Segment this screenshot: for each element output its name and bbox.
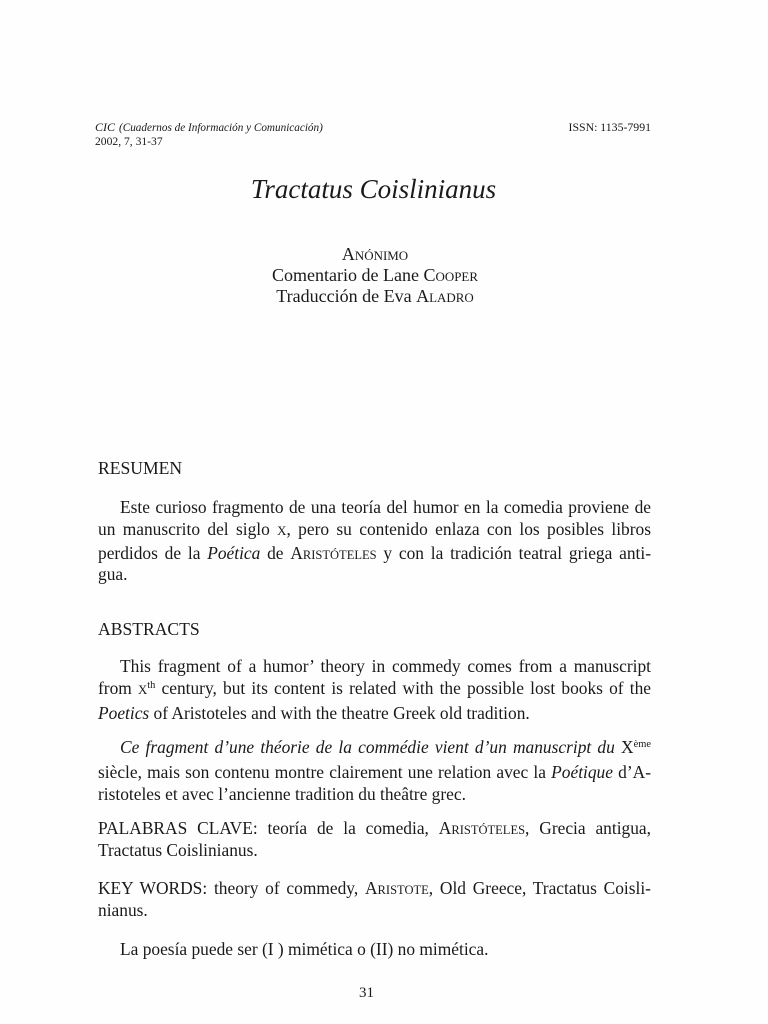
journal-name: (Cuadernos de Información y Comunicación) — [119, 122, 323, 134]
resumen-line — [98, 497, 651, 519]
text-run: nianus. — [98, 899, 148, 920]
article-title: Tractatus Coislinianus — [250, 174, 497, 204]
translation-line — [0, 286, 750, 307]
text-run: La poesía puede ser (I ) mimética o (II) no mimética. — [120, 939, 489, 959]
abstracts-heading: ABSTRACTS — [98, 619, 200, 639]
small-caps-name: ARISTOTE — [364, 878, 429, 898]
translation-prefix: Traducción de Eva — [276, 286, 417, 306]
text-run: teoría de la comedia, — [257, 818, 439, 838]
keywords-label: PALABRAS CLAVE: — [98, 818, 258, 838]
byline — [0, 244, 750, 307]
text-run: Este curioso fragmento de una teoría del humor en la comedia proviene de — [120, 497, 651, 517]
text-run: Ce fragment d’une théorie de la commédie vient d’un manuscript du — [120, 737, 622, 757]
body-line — [98, 939, 651, 961]
abstract-french-paragraph — [98, 737, 651, 805]
text-run: ristoteles et avec l’ancienne tradition du theâtre grec. — [98, 783, 466, 804]
resumen-heading: RESUMEN — [98, 458, 183, 478]
text-run: of Aristoteles and with the theatre Greek old tradition. — [149, 702, 530, 723]
abstract-line — [98, 678, 651, 703]
commentary-line — [0, 265, 750, 286]
abstract-line — [98, 784, 651, 806]
text-run: y con la tradición teatral griega anti- — [376, 542, 651, 563]
abstract-english-paragraph — [98, 656, 651, 724]
ordinal-superscript: ème — [633, 738, 651, 750]
journal-abbreviation: CIC — [95, 120, 116, 134]
text-run: , Old Greece, Tractatus Coisli- — [428, 878, 651, 898]
resumen-line — [98, 564, 651, 586]
keywords-spanish — [98, 818, 651, 862]
text-run: This fragment of a humor’ theory in commedy comes from a manuscript — [120, 656, 651, 676]
ordinal-superscript: th — [147, 679, 156, 691]
journal-header — [95, 120, 323, 149]
resumen-paragraph — [98, 497, 651, 586]
abstract-line — [98, 703, 651, 725]
keywords-line — [98, 900, 651, 922]
keywords-line — [98, 818, 651, 840]
abstract-line — [98, 737, 651, 762]
small-caps-name: ARISTÓTELES — [290, 542, 377, 563]
text-run: , pero su contenido enlaza con los posibles libros — [286, 518, 651, 539]
page-number: 31 — [359, 985, 374, 1001]
italic-work-title: Poétique — [551, 761, 613, 782]
body-paragraph — [98, 939, 651, 961]
text-run: , Grecia antigua, — [525, 818, 651, 838]
text-run: d’A- — [612, 761, 651, 782]
text-run: un manuscrito del siglo — [98, 518, 278, 539]
keywords-line — [98, 878, 651, 900]
keywords-label: KEY WORDS: — [98, 878, 208, 898]
author-line — [0, 244, 750, 265]
text-run: theory of commedy, — [207, 878, 365, 898]
text-run: gua. — [98, 564, 128, 585]
italic-work-title: Poetics — [98, 702, 150, 723]
text-run: siècle, mais son contenu montre clairement une relation avec la — [98, 761, 552, 782]
issn: ISSN: 1135-7991 — [568, 120, 651, 134]
abstract-line — [98, 762, 651, 784]
roman-numeral: X — [277, 523, 287, 538]
commentary-prefix: Comentario de Lane — [272, 265, 424, 285]
text-run: from — [98, 677, 138, 698]
small-caps-name: ARISTÓTELES — [438, 818, 526, 838]
keywords-line — [98, 840, 651, 862]
roman-numeral: X — [621, 737, 634, 757]
commentator-surname: COOPER — [423, 265, 478, 285]
roman-numeral: X — [137, 682, 148, 697]
issue-citation: 2002, 7, 31-37 — [95, 135, 163, 148]
author-name: ANÓNIMO — [341, 244, 409, 264]
text-run: Tractatus Coislinianus. — [98, 839, 258, 860]
translator-surname: ALADRO — [416, 286, 474, 306]
italic-work-title: Poética — [207, 542, 261, 563]
abstract-line — [98, 656, 651, 678]
journal-title-line — [95, 120, 323, 135]
keywords-english — [98, 878, 651, 922]
resumen-line — [98, 519, 651, 543]
text-run: century, but its content is related with the possible lost books of the — [155, 677, 651, 698]
text-run: perdidos de la — [98, 542, 208, 563]
text-run: de — [260, 542, 291, 563]
resumen-line — [98, 543, 651, 565]
